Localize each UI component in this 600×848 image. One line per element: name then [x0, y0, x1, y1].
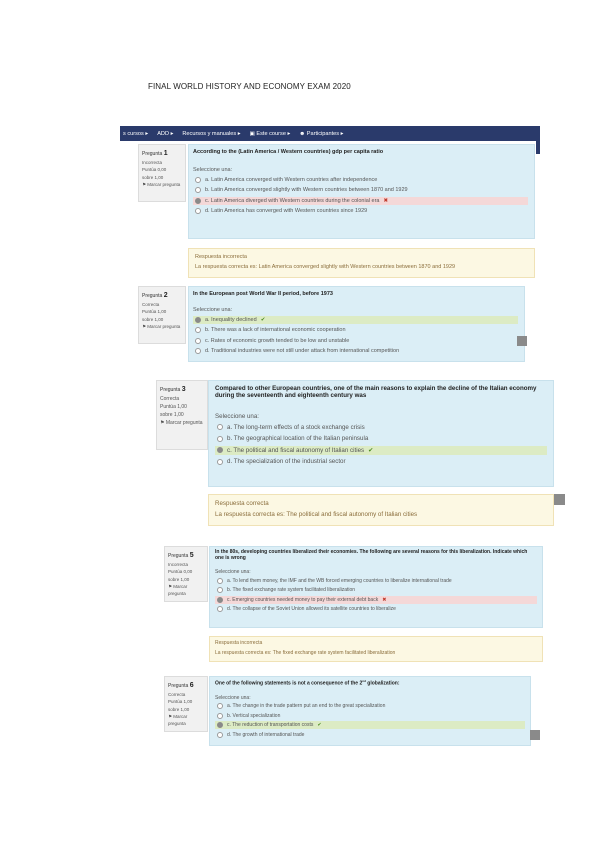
radio-button[interactable]: [217, 459, 223, 465]
option-label: c. The reduction of transportation costs: [227, 722, 314, 729]
nav-item-participantes[interactable]: [299, 131, 343, 137]
radio-button[interactable]: [195, 348, 201, 354]
question-text-end: globalization:: [365, 680, 400, 687]
flag-label: Marcar pregunta: [168, 583, 188, 596]
correct-icon: ✔: [368, 446, 374, 454]
course-icon: ▣: [249, 130, 257, 137]
question-out-of: sobre 1,00: [168, 706, 190, 712]
option-d[interactable]: [215, 457, 547, 466]
question-score: Puntúa 0,00: [142, 167, 167, 173]
flag-label: Marcar pregunta: [165, 420, 203, 427]
flag-icon: ⚑: [142, 181, 148, 187]
feedback-title: Respuesta incorrecta: [195, 254, 247, 260]
question-label: Pregunta: [168, 683, 189, 689]
option-b[interactable]: [193, 186, 528, 194]
question-text: According to the (Latin America / Western countries) gdp per capita ratio: [193, 149, 384, 155]
radio-button[interactable]: [217, 587, 223, 593]
flag-question-button[interactable]: [168, 583, 204, 597]
question-text-main: One of the following statements is not a consequence of the 2: [215, 680, 363, 687]
question-info: [138, 144, 186, 202]
question-out-of: sobre 1,00: [142, 316, 164, 322]
option-label: d. Traditional industries were not still under attack from international competition: [205, 348, 400, 354]
option-b[interactable]: [215, 712, 525, 720]
question-content: [208, 380, 554, 487]
option-label: d. Latin America has converged with Western countries since 1929: [205, 208, 368, 214]
question-number: 5: [189, 552, 194, 559]
option-label: b. The fixed exchange rate system facilitated liberalization: [227, 587, 356, 593]
option-d[interactable]: [215, 731, 525, 739]
flag-icon: ⚑: [160, 420, 166, 427]
question-label: Pregunta: [142, 293, 163, 299]
radio-button[interactable]: [195, 177, 201, 183]
nav-item-participantes-label: Participantes ▸: [306, 130, 344, 137]
question-info: [164, 676, 208, 732]
nav-item-este-course[interactable]: [250, 131, 291, 137]
question-out-of: sobre 1,00: [160, 412, 184, 419]
scroll-to-top-button[interactable]: [530, 730, 540, 740]
radio-button[interactable]: [217, 703, 223, 709]
feedback-text: La respuesta correcta es: The fixed exchange rate system facilitated liberalization: [215, 650, 396, 656]
question-3: [156, 380, 566, 530]
question-score: Puntúa 1,00: [168, 699, 193, 705]
flag-label: Marcar pregunta: [147, 181, 181, 187]
option-label: a. The change in the trade pattern put an end to the great specialization: [227, 703, 386, 710]
question-status: Incorrecta: [142, 160, 163, 166]
feedback-title: Respuesta incorrecta: [215, 640, 263, 646]
option-label: b. Vertical specialization: [227, 712, 281, 719]
option-c[interactable]: [215, 446, 547, 455]
option-label: c. The political and fiscal autonomy of Italian cities: [227, 446, 365, 454]
radio-button[interactable]: [195, 338, 201, 344]
flag-icon: ⚑: [168, 713, 174, 719]
radio-button[interactable]: [195, 327, 201, 333]
question-info: [138, 286, 186, 344]
option-label: a. Latin America converged with Western countries after independence: [205, 176, 378, 183]
question-status: Correcta: [160, 396, 180, 403]
question-content: [188, 286, 525, 362]
flag-icon: ⚑: [168, 583, 174, 589]
question-label: Pregunta: [160, 387, 181, 393]
correct-icon: ✔: [317, 722, 322, 729]
option-label: b. There was a lack of international economic cooperation: [205, 327, 346, 333]
question-out-of: sobre 1,00: [142, 174, 164, 180]
option-a[interactable]: [215, 702, 525, 710]
question-text: In the 80s, developing countries liberalized their economies. The following are several reasons for this liberalization. Indicate which one is wrong: [215, 549, 528, 561]
scroll-to-top-button[interactable]: [517, 336, 527, 346]
flag-label: Marcar pregunta: [168, 713, 188, 726]
question-status: Incorrecta: [168, 562, 189, 568]
question-content: [188, 144, 535, 239]
radio-button[interactable]: [217, 447, 223, 453]
question-2: [138, 286, 538, 366]
option-d[interactable]: [193, 347, 518, 355]
option-label: a. The long-term effects of a stock exchange crisis: [227, 423, 365, 431]
incorrect-icon: ✖: [383, 197, 389, 204]
flag-question-button[interactable]: [142, 323, 182, 330]
option-label: d. The growth of international trade: [227, 731, 305, 738]
option-b[interactable]: [193, 326, 518, 334]
option-a[interactable]: [215, 423, 547, 432]
feedback-title: Respuesta correcta: [215, 500, 269, 507]
question-text-superscript: nd: [362, 679, 366, 683]
radio-button[interactable]: [217, 722, 223, 728]
flag-label: Marcar pregunta: [147, 323, 181, 329]
nav-item-recursos[interactable]: Recursos y manuales ▸: [182, 130, 241, 137]
answer-prompt: Seleccione una:: [215, 569, 251, 575]
question-label: Pregunta: [142, 151, 163, 157]
nav-item-add[interactable]: ADD ▸: [157, 130, 174, 137]
answer-prompt: Seleccione una:: [193, 307, 233, 313]
top-navbar: [120, 126, 538, 141]
radio-button[interactable]: [195, 187, 201, 193]
radio-button[interactable]: [217, 436, 223, 442]
option-c[interactable]: [215, 721, 525, 729]
option-b[interactable]: [215, 434, 547, 443]
option-label: d. The specialization of the industrial sector: [227, 458, 346, 465]
question-status: Correcta: [142, 302, 160, 308]
option-b[interactable]: [215, 586, 537, 594]
question-score: Puntúa 0,00: [168, 569, 193, 575]
radio-button[interactable]: [217, 713, 223, 719]
answer-feedback: [209, 636, 543, 662]
question-number: 1: [163, 150, 168, 157]
radio-button[interactable]: [217, 732, 223, 738]
nav-item-cursos[interactable]: s cursos ▸: [123, 130, 149, 137]
question-5: [164, 546, 544, 664]
question-info: [156, 380, 208, 450]
option-label: b. Latin America converged slightly with Western countries between 1870 and 1929: [205, 187, 408, 193]
radio-button[interactable]: [195, 208, 201, 214]
question-info: [164, 546, 208, 602]
option-c[interactable]: [193, 337, 518, 345]
flag-question-button[interactable]: [142, 181, 182, 188]
question-content: [209, 546, 543, 628]
option-d[interactable]: [215, 605, 537, 613]
nav-item-este-course-label: Este course ▸: [256, 130, 291, 137]
radio-button[interactable]: [217, 578, 223, 584]
correct-icon: ✔: [260, 316, 266, 323]
question-1: [138, 144, 538, 282]
flag-icon: ⚑: [142, 323, 148, 329]
radio-button[interactable]: [195, 198, 201, 204]
answer-prompt: Seleccione una:: [215, 694, 251, 701]
question-content: [209, 676, 531, 746]
feedback-text: La respuesta correcta es: Latin America converged slightly with Western countries between 1870 and 1929: [195, 264, 456, 270]
feedback-text: La respuesta correcta es: The political and fiscal autonomy of Italian cities: [215, 511, 418, 518]
option-a[interactable]: [193, 176, 528, 184]
question-number: 6: [189, 682, 194, 689]
option-label: c. Latin America diverged with Western countries during the colonial era: [205, 197, 380, 204]
option-c[interactable]: [193, 197, 528, 205]
answer-feedback: [208, 494, 554, 526]
question-label: Pregunta: [168, 553, 189, 559]
question-score: Puntúa 1,00: [160, 404, 187, 411]
option-a[interactable]: [215, 577, 537, 585]
question-text: Compared to other European countries, one of the main reasons to explain the decline of the Italian economy during the seventeenth and eighteenth century was: [215, 385, 537, 399]
option-c[interactable]: [215, 596, 537, 604]
option-label: d. The collapse of the Soviet Union allowed its satellite countries to liberalize: [227, 606, 396, 612]
radio-button[interactable]: [217, 424, 223, 430]
radio-button[interactable]: [217, 597, 223, 603]
flag-question-button[interactable]: [168, 713, 204, 727]
scroll-to-top-button[interactable]: [554, 494, 565, 505]
option-a[interactable]: [193, 316, 518, 324]
answer-prompt: Seleccione una:: [215, 413, 260, 420]
question-number: 2: [163, 292, 168, 299]
incorrect-icon: ✖: [382, 596, 387, 603]
radio-button[interactable]: [195, 317, 201, 323]
question-text: [215, 679, 525, 687]
option-label: b. The geographical location of the Italian peninsula: [227, 435, 369, 442]
answer-prompt: Seleccione una:: [193, 167, 233, 173]
flag-question-button[interactable]: [160, 419, 204, 427]
question-6: [164, 676, 544, 750]
option-label: a. Inequality declined: [205, 316, 257, 323]
question-score: Puntúa 1,00: [142, 309, 167, 315]
option-label: a. To lend them money, the IMF and the WB forced emerging countries to liberalize international trade: [227, 577, 452, 584]
participants-icon: ☻: [299, 130, 307, 137]
radio-button[interactable]: [217, 606, 223, 612]
answer-feedback: [188, 248, 535, 278]
question-text: In the European post World War II period, before 1973: [193, 291, 333, 297]
question-number: 3: [181, 386, 186, 393]
document-title: FINAL WORLD HISTORY AND ECONOMY EXAM 2020: [148, 82, 351, 91]
question-out-of: sobre 1,00: [168, 576, 190, 582]
option-d[interactable]: [193, 207, 528, 215]
option-label: c. Emerging countries needed money to pay their external debt back: [227, 596, 379, 603]
question-status: Correcta: [168, 692, 186, 698]
option-label: c. Rates of economic growth tended to be low and unstable: [205, 337, 350, 344]
